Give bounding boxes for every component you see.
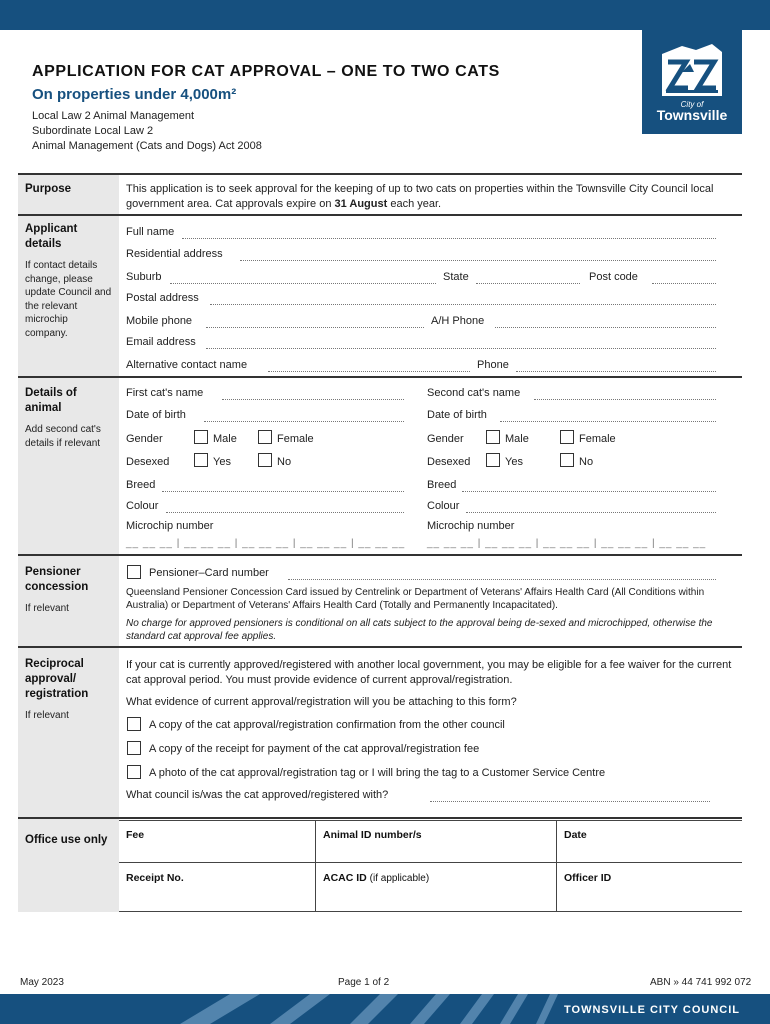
date-cell: Date <box>564 829 587 841</box>
purpose-expiry: 31 August <box>334 198 388 210</box>
email-label: Email address <box>126 336 196 348</box>
top-banner <box>0 0 770 30</box>
cat2-name-field[interactable] <box>534 399 716 400</box>
pensioner-info: Queensland Pensioner Concession Card issued by Centrelink or Department of Veterans' Affairs Health Card (All Conditions within Australia) or Department of Veterans' Affairs Health Card (Totally and Permanently Incapacitated). <box>126 587 705 611</box>
postal-label: Postal address <box>126 292 199 304</box>
cat2-gender-label: Gender <box>427 433 464 445</box>
pensioner-card-field[interactable] <box>288 579 716 580</box>
applicant-note: If contact details change, please update Council and the relevant microchip company. <box>25 260 112 339</box>
cat1-female-checkbox[interactable] <box>258 430 272 444</box>
rule <box>18 646 742 648</box>
cat1-dob-field[interactable] <box>204 421 404 422</box>
phone-field[interactable] <box>516 371 716 372</box>
acac-note: (if applicable) <box>369 873 430 884</box>
footer-date: May 2023 <box>20 977 64 988</box>
law-3: Animal Management (Cats and Dogs) Act 2008 <box>32 140 262 152</box>
mobile-label: Mobile phone <box>126 315 193 327</box>
cat1-name-label: First cat's name <box>126 387 204 399</box>
mobile-field[interactable] <box>206 327 424 328</box>
grid-line <box>119 820 742 821</box>
suburb-field[interactable] <box>170 283 436 284</box>
cat2-desexed-label: Desexed <box>427 456 471 468</box>
postcode-label: Post code <box>589 271 638 283</box>
grid-line <box>556 820 557 912</box>
law-1: Local Law 2 Animal Management <box>32 110 195 122</box>
phone-label: Phone <box>477 359 509 371</box>
cat1-no-label: No <box>277 456 292 468</box>
rule <box>18 214 742 216</box>
cat2-colour-field[interactable] <box>466 512 716 513</box>
cat2-microchip-field[interactable]: __ __ __ | __ __ __ | __ __ __ | __ __ __ | __ __ __ <box>427 538 707 549</box>
cat1-female-label: Female <box>277 433 314 445</box>
footer-council-name: TOWNSVILLE CITY COUNCIL <box>564 1004 740 1016</box>
full-name-label: Full name <box>126 226 175 238</box>
cat2-microchip-label: Microchip number <box>427 520 515 532</box>
ah-phone-field[interactable] <box>495 327 716 328</box>
footer-abn: ABN » 44 741 992 072 <box>650 977 752 988</box>
cat2-dob-field[interactable] <box>500 421 716 422</box>
alt-contact-label: Alternative contact name <box>126 359 248 371</box>
evidence-option-1-checkbox[interactable] <box>127 717 141 731</box>
legislation-list <box>32 109 262 154</box>
cat1-name-field[interactable] <box>222 399 404 400</box>
cat2-yes-checkbox[interactable] <box>486 453 500 467</box>
cat2-dob-label: Date of birth <box>427 409 487 421</box>
cat2-male-label: Male <box>505 433 529 445</box>
cat2-colour-label: Colour <box>427 500 460 512</box>
cat1-desexed-label: Desexed <box>126 456 170 468</box>
animal-id-cell: Animal ID number/s <box>323 829 422 841</box>
council-field[interactable] <box>430 801 710 802</box>
suburb-label: Suburb <box>126 271 162 283</box>
cat2-male-checkbox[interactable] <box>486 430 500 444</box>
pensioner-checkbox[interactable] <box>127 565 141 579</box>
officer-cell: Officer ID <box>564 872 612 884</box>
cat1-male-label: Male <box>213 433 237 445</box>
fee-cell: Fee <box>126 829 145 841</box>
applicant-label: Applicant details <box>25 223 78 250</box>
state-label: State <box>443 271 469 283</box>
purpose-text-after: each year. <box>387 198 442 210</box>
pensioner-note: If relevant <box>25 603 69 614</box>
cat1-gender-label: Gender <box>126 433 163 445</box>
cat1-dob-label: Date of birth <box>126 409 186 421</box>
evidence-option-1-label: A copy of the cat approval/registration confirmation from the other council <box>149 719 505 731</box>
law-2: Subordinate Local Law 2 <box>32 125 154 137</box>
cat1-colour-label: Colour <box>126 500 159 512</box>
postcode-field[interactable] <box>652 283 716 284</box>
reciprocal-label: Reciprocal approval/ registration <box>25 658 89 700</box>
animal-note: Add second cat's details if relevant <box>25 424 101 449</box>
cat2-breed-field[interactable] <box>462 491 716 492</box>
cat2-female-label: Female <box>579 433 616 445</box>
reciprocal-note: If relevant <box>25 710 69 721</box>
evidence-option-3-checkbox[interactable] <box>127 765 141 779</box>
grid-line <box>119 862 742 863</box>
residential-label: Residential address <box>126 248 223 260</box>
townsville-logo <box>642 30 742 134</box>
reciprocal-question: What evidence of current approval/registration will you be attaching to this form? <box>126 696 517 708</box>
cat2-yes-label: Yes <box>505 456 523 468</box>
cat2-female-checkbox[interactable] <box>560 430 574 444</box>
city-logo-icon <box>656 42 728 100</box>
evidence-option-3-label: A photo of the cat approval/registration tag or I will bring the tag to a Customer Service Centre <box>149 767 606 779</box>
ah-phone-label: A/H Phone <box>431 315 485 327</box>
cat1-yes-checkbox[interactable] <box>194 453 208 467</box>
logo-townsville: Townsville <box>656 107 728 123</box>
logo-city-of: City of <box>680 100 704 109</box>
cat1-microchip-field[interactable]: __ __ __ | __ __ __ | __ __ __ | __ __ __ | __ __ __ <box>126 538 406 549</box>
pensioner-label: Pensioner concession <box>25 566 89 593</box>
pensioner-card-label: Pensioner–Card number <box>149 567 269 579</box>
alt-contact-field[interactable] <box>268 371 470 372</box>
cat1-breed-field[interactable] <box>162 491 404 492</box>
rule <box>18 376 742 378</box>
pensioner-italic-note: No charge for approved pensioners is conditional on all cats subject to the approval being de-sexed and microchipped, otherwise the standard cat approval fee applies. <box>126 618 713 642</box>
rule <box>18 554 742 556</box>
cat2-name-label: Second cat's name <box>427 387 521 399</box>
state-field[interactable] <box>476 283 580 284</box>
cat1-male-checkbox[interactable] <box>194 430 208 444</box>
rule <box>18 817 742 819</box>
footer-page: Page 1 of 2 <box>338 977 390 988</box>
office-use-grid <box>119 820 742 912</box>
animal-label: Details of animal <box>25 387 77 414</box>
grid-line <box>119 911 742 912</box>
acac-cell <box>323 872 429 884</box>
cat1-microchip-label: Microchip number <box>126 520 214 532</box>
acac-label: ACAC ID <box>323 872 367 884</box>
form-subtitle: On properties under 4,000m² <box>32 86 237 103</box>
purpose-text-before: This application is to seek approval for the keeping of up to two cats on properties within the Townsville City Council local government area. Cat approvals expire on <box>126 183 714 210</box>
rule <box>18 173 742 175</box>
email-field[interactable] <box>206 348 716 349</box>
reciprocal-intro: If your cat is currently approved/registered with another local government, you may be eligible for a fee waiver for the current cat approval period. You must provide evidence of current approval/registration. <box>126 659 732 686</box>
cat1-no-checkbox[interactable] <box>258 453 272 467</box>
purpose-label: Purpose <box>25 183 72 195</box>
cat1-breed-label: Breed <box>126 479 156 491</box>
cat2-no-checkbox[interactable] <box>560 453 574 467</box>
office-label: Office use only <box>25 834 108 846</box>
cat2-no-label: No <box>579 456 594 468</box>
grid-line <box>315 820 316 912</box>
council-question: What council is/was the cat approved/registered with? <box>126 789 389 801</box>
footer-banner <box>0 994 770 1024</box>
cat1-yes-label: Yes <box>213 456 231 468</box>
form-title: APPLICATION FOR CAT APPROVAL – ONE TO TWO CATS <box>32 63 500 80</box>
residential-field[interactable] <box>240 260 716 261</box>
cat2-breed-label: Breed <box>427 479 457 491</box>
receipt-cell: Receipt No. <box>126 872 184 884</box>
full-name-field[interactable] <box>182 238 716 239</box>
evidence-option-2-label: A copy of the receipt for payment of the cat approval/registration fee <box>149 743 480 755</box>
evidence-option-2-checkbox[interactable] <box>127 741 141 755</box>
purpose-text <box>126 182 736 212</box>
cat1-colour-field[interactable] <box>166 512 404 513</box>
postal-field[interactable] <box>210 304 716 305</box>
